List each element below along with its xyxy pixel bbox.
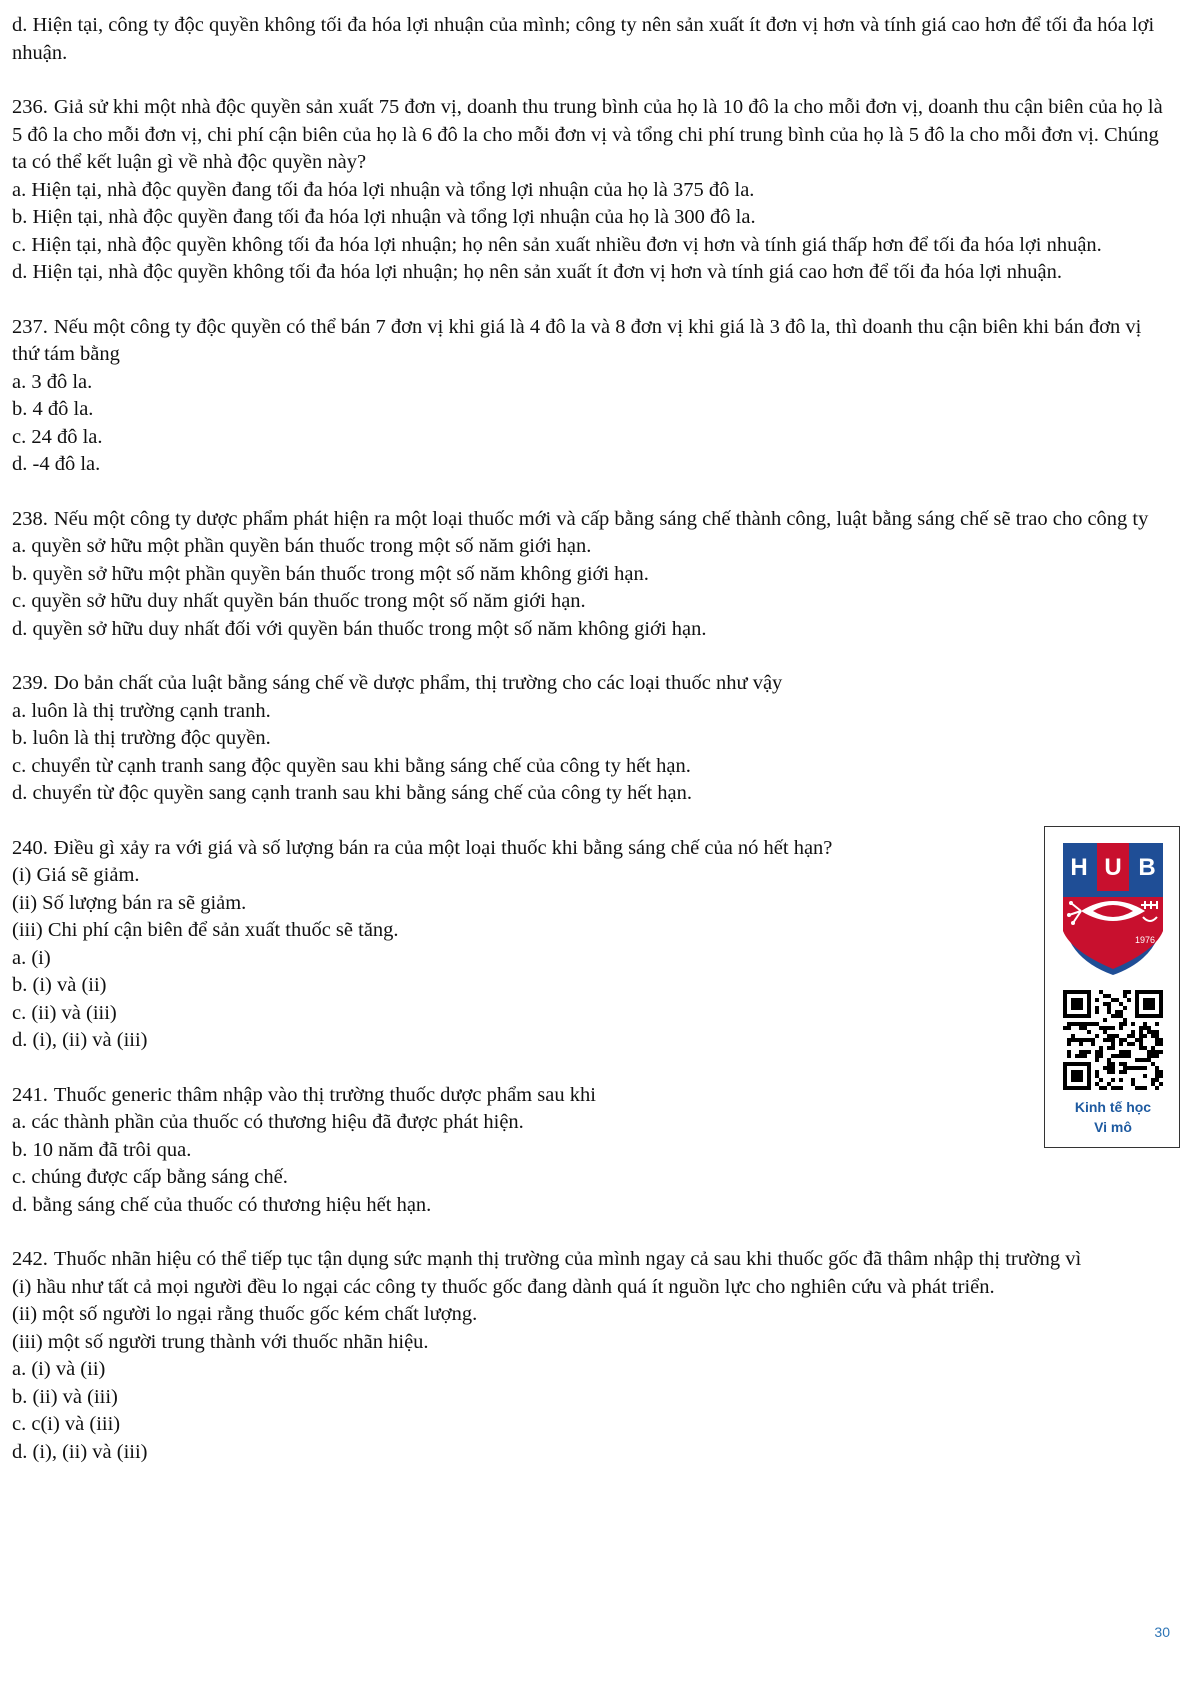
answer-option: d. bằng sáng chế của thuốc có thương hiệu hết hạn. <box>12 1193 432 1216</box>
question-stem <box>12 94 1172 177</box>
question-stem <box>12 670 1037 698</box>
question-text: Điều gì xảy ra với giá và số lượng bán ra của một loại thuốc khi bằng sáng chế của nó hết hạn? <box>53 836 833 859</box>
answer-option: b. (i) và (ii) <box>12 974 107 996</box>
answer-option: b. luôn là thị trường độc quyền. <box>12 727 271 749</box>
question-text: Do bản chất của luật bằng sáng chế về dược phẩm, thị trường cho các loại thuốc như vậy <box>53 672 783 694</box>
logo-year: 1976 <box>1134 935 1156 945</box>
question-block <box>12 1082 1172 1220</box>
question-block <box>12 835 1037 1055</box>
answer-option: b. Hiện tại, nhà độc quyền đang tối đa hóa lợi nhuận và tổng lợi nhuận của họ là 300 đô la. <box>12 206 756 228</box>
answer-option: c. chuyển từ cạnh tranh sang độc quyền sau khi bằng sáng chế của công ty hết hạn. <box>12 754 691 777</box>
question-number: 242. <box>12 1248 48 1270</box>
question-number: 241. <box>12 1083 48 1106</box>
answer-option: d. chuyển từ độc quyền sang cạnh tranh sau khi bằng sáng chế của công ty hết hạn. <box>12 782 693 804</box>
answer-option: (i) Giá sẽ giảm. <box>12 864 140 886</box>
hub-logo-card <box>1044 826 1180 1148</box>
question-stem <box>12 314 1172 369</box>
answer-option: b. quyền sở hữu một phần quyền bán thuốc trong một số năm không giới hạn. <box>12 562 649 585</box>
answer-option: b. 4 đô la. <box>12 398 94 420</box>
question-text: Nếu một công ty dược phẩm phát hiện ra một loại thuốc mới và cấp bằng sáng chế thành công, luật bằng sáng chế sẽ trao cho công ty <box>53 507 1149 530</box>
answer-option: d. (i), (ii) và (iii) <box>12 1029 148 1051</box>
question-stem <box>12 1246 1172 1274</box>
answer-option: d. -4 đô la. <box>12 453 101 475</box>
answer-option: c. (ii) và (iii) <box>12 1001 117 1024</box>
answer-option: (i) hầu như tất cả mọi người đều lo ngại các công ty thuốc gốc đang dành quá ít nguồn lực cho nghiên cứu và phát triển. <box>12 1275 995 1298</box>
question-text: Thuốc generic thâm nhập vào thị trường thuốc dược phẩm sau khi <box>53 1083 596 1106</box>
answer-option: a. 3 đô la. <box>12 370 93 393</box>
question-block <box>12 506 1172 644</box>
question-number: 239. <box>12 672 48 694</box>
answer-option: c. chúng được cấp bằng sáng chế. <box>12 1166 288 1188</box>
answer-option: a. (i) <box>12 946 51 969</box>
answer-option: c. c(i) và (iii) <box>12 1413 121 1435</box>
question-text: Thuốc nhãn hiệu có thể tiếp tục tận dụng sức mạnh thị trường của mình ngay cả sau khi thuốc gốc đã thâm nhập thị trường vì <box>53 1248 1082 1270</box>
question-block <box>12 314 1172 479</box>
question-number: 237. <box>12 315 48 338</box>
continuation-option <box>12 12 1172 67</box>
answer-option: (iii) Chi phí cận biên để sản xuất thuốc sẽ tăng. <box>12 919 399 941</box>
logo-letter-u: U <box>1104 854 1122 881</box>
question-number: 236. <box>12 96 48 118</box>
answer-option: c. Hiện tại, nhà độc quyền không tối đa hóa lợi nhuận; họ nên sản xuất nhiều đơn vị hơn và tính giá thấp hơn để tối đa hóa lợi nhuận. <box>12 233 1102 256</box>
question-text: Nếu một công ty độc quyền có thể bán 7 đơn vị khi giá là 4 đô la và 8 đơn vị khi giá là 3 đô la, thì doanh thu cận biên khi bán đơn vị thứ tám bằng <box>12 315 1142 365</box>
answer-option: d. Hiện tại, nhà độc quyền không tối đa hóa lợi nhuận; họ nên sản xuất ít đơn vị hơn và tính giá cao hơn để tối đa hóa lợi nhuận. <box>12 261 1062 283</box>
logo-letter-b: B <box>1138 854 1156 881</box>
question-text: Giả sử khi một nhà độc quyền sản xuất 75 đơn vị, doanh thu trung bình của họ là 10 đô la cho mỗi đơn vị, doanh thu cận biên của họ là 5 đô la cho mỗi đơn vị, chi phí cận biên của họ là 6 đô la cho mỗi đơn vị và tổng chi phí trung bình của họ là 5 đô la cho mỗi đơn vị. Chúng ta có thể kết luận gì về nhà độc quyền này? <box>12 96 1163 173</box>
question-list <box>12 94 1172 1466</box>
question-number: 240. <box>12 836 48 859</box>
question-block <box>12 1246 1172 1466</box>
page-number: 30 <box>1154 1624 1170 1640</box>
answer-option: c. 24 đô la. <box>12 425 103 448</box>
question-stem <box>12 835 1037 863</box>
question-stem <box>12 1082 1172 1110</box>
caption-line-2: Vi mô <box>1094 1119 1132 1135</box>
answer-option: a. luôn là thị trường cạnh tranh. <box>12 699 271 722</box>
answer-option: c. quyền sở hữu duy nhất quyền bán thuốc trong một số năm giới hạn. <box>12 590 586 612</box>
answer-option: a. (i) và (ii) <box>12 1358 106 1380</box>
caption-line-1: Kinh tế học <box>1074 1099 1152 1115</box>
qr-code <box>1063 990 1163 1090</box>
answer-option: a. quyền sở hữu một phần quyền bán thuốc trong một số năm giới hạn. <box>12 535 592 557</box>
option-text: d. Hiện tại, công ty độc quyền không tối đa hóa lợi nhuận của mình; công ty nên sản xuất ít đơn vị hơn và tính giá cao hơn để tối đa hóa lợi nhuận. <box>12 14 1155 64</box>
answer-option: d. (i), (ii) và (iii) <box>12 1440 148 1463</box>
question-block <box>12 94 1172 287</box>
hub-shield-logo <box>1059 839 1167 979</box>
document-body <box>12 12 1172 1493</box>
answer-option: a. các thành phần của thuốc có thương hiệu đã được phát hiện. <box>12 1111 524 1133</box>
answer-option: b. (ii) và (iii) <box>12 1385 118 1408</box>
answer-option: (iii) một số người trung thành với thuốc nhãn hiệu. <box>12 1330 429 1353</box>
answer-option: (ii) Số lượng bán ra sẽ giảm. <box>12 891 247 914</box>
answer-option: (ii) một số người lo ngại rằng thuốc gốc kém chất lượng. <box>12 1303 478 1325</box>
answer-option: b. 10 năm đã trôi qua. <box>12 1138 192 1161</box>
answer-option: d. quyền sở hữu duy nhất đối với quyền bán thuốc trong một số năm không giới hạn. <box>12 617 707 640</box>
question-number: 238. <box>12 507 48 530</box>
question-stem <box>12 506 1172 534</box>
answer-option: a. Hiện tại, nhà độc quyền đang tối đa hóa lợi nhuận và tổng lợi nhuận của họ là 375 đô la. <box>12 178 755 201</box>
logo-letter-h: H <box>1070 854 1088 881</box>
question-block <box>12 670 1037 808</box>
